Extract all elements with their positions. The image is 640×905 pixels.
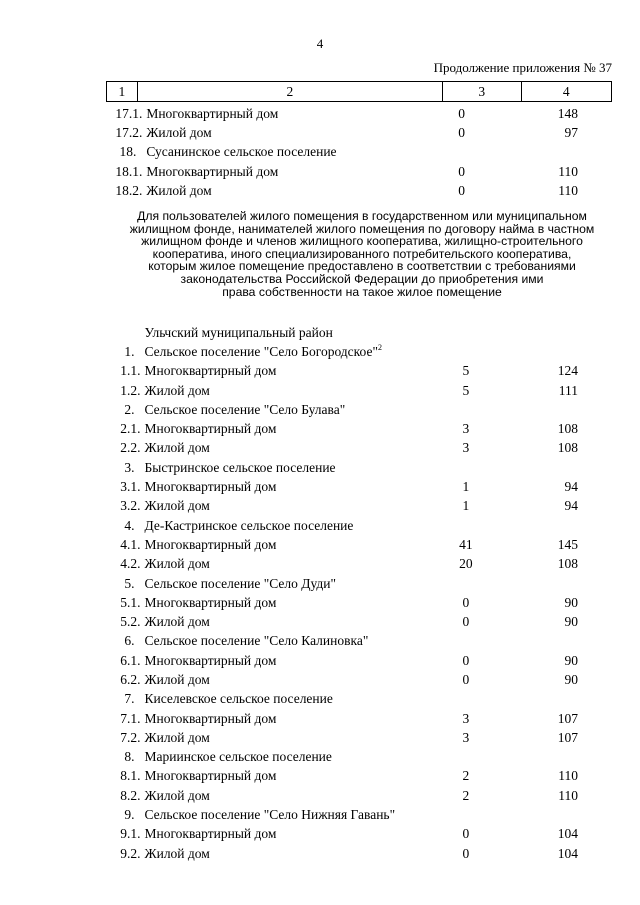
row-value-1: 0 — [462, 845, 470, 861]
section-row — [106, 690, 612, 709]
row-name: Жилой дом — [144, 729, 210, 745]
row-number: 2.1. — [120, 421, 141, 437]
row-value-2 — [494, 574, 612, 593]
row-value-1: 1 — [462, 479, 470, 495]
row-value-2: 90 — [564, 671, 578, 687]
row-value-2: 108 — [557, 556, 578, 572]
table-row — [106, 123, 612, 142]
row-value-1 — [438, 458, 494, 477]
row-name: Многоквартирный дом — [144, 421, 277, 437]
paragraph-line: законодательства Российской Федерации до приобретения ими — [180, 271, 544, 286]
row-number: 3.2. — [120, 498, 141, 514]
row-number: 1. — [124, 343, 135, 359]
row-value-2: 94 — [564, 479, 578, 495]
row-value-1 — [438, 400, 494, 419]
row-name: Сельское поселение "Село Калиновка" — [144, 633, 369, 649]
row-number: 5.2. — [120, 614, 141, 630]
row-number: 2.2. — [120, 440, 141, 456]
paragraph-line: жилищном фонде и членов жилищного кооператива, жилищно-строительного — [141, 234, 583, 249]
category-paragraph — [112, 210, 612, 298]
header-col-2: 2 — [137, 82, 442, 102]
row-name: Жилой дом — [144, 440, 210, 456]
row-value-1: 0 — [458, 124, 465, 140]
row-value-2: 145 — [557, 536, 578, 552]
row-value-2: 110 — [558, 163, 578, 179]
section-row — [106, 516, 612, 535]
row-value-2 — [494, 342, 612, 361]
row-value-1: 3 — [462, 729, 470, 745]
row-number: 6.1. — [120, 652, 141, 668]
row-value-1: 2 — [462, 768, 470, 784]
table-row — [106, 593, 612, 612]
row-number: 18.1. — [115, 163, 143, 179]
row-name: Жилой дом — [146, 182, 212, 198]
row-value-2 — [490, 143, 612, 162]
row-value-1 — [438, 342, 494, 361]
row-name: Сельское поселение "Село Нижняя Гавань" — [144, 807, 396, 823]
row-number: 8.2. — [120, 787, 141, 803]
row-name: Киселевское сельское поселение — [144, 691, 333, 707]
row-value-2: 94 — [564, 498, 578, 514]
row-value-2: 107 — [557, 710, 578, 726]
row-name: Сельское поселение "Село Богородское"$^2$ — [144, 342, 382, 359]
row-number: 3. — [124, 459, 135, 475]
row-name: Сусанинское сельское поселение — [146, 144, 337, 160]
row-value-1 — [433, 143, 490, 162]
row-value-2: 97 — [564, 124, 578, 140]
row-value-1 — [438, 632, 494, 651]
table-row — [106, 728, 612, 747]
row-value-1: 20 — [459, 556, 473, 572]
district-spacer — [106, 323, 145, 342]
row-value-2: 108 — [557, 421, 578, 437]
row-name: Жилой дом — [144, 556, 210, 572]
row-value-2: 124 — [557, 363, 578, 379]
row-number: 8. — [124, 749, 135, 765]
table-row — [106, 844, 612, 863]
row-value-2: 110 — [558, 768, 578, 784]
row-value-1: 0 — [458, 182, 465, 198]
table-row — [106, 555, 612, 574]
row-name: Жилой дом — [146, 124, 212, 140]
section-row — [106, 632, 612, 651]
row-name: Жилой дом — [144, 671, 210, 687]
footnote-mark: 2 — [377, 342, 382, 352]
row-number: 4.1. — [120, 536, 141, 552]
row-name: Жилой дом — [144, 382, 210, 398]
header-col-1: 1 — [107, 82, 138, 102]
row-value-1: 3 — [462, 440, 470, 456]
row-name: Сельское поселение "Село Дуди" — [144, 575, 336, 591]
row-value-2: 104 — [557, 845, 578, 861]
table-row — [106, 825, 612, 844]
row-value-1: 0 — [462, 652, 470, 668]
row-name: Сельское поселение "Село Булава" — [144, 401, 346, 417]
row-value-1: 0 — [462, 671, 470, 687]
row-number: 17.1. — [115, 105, 143, 121]
table-row — [106, 767, 612, 786]
section-row — [106, 574, 612, 593]
row-value-1: 2 — [462, 787, 470, 803]
table-row — [106, 181, 612, 200]
row-name: Жилой дом — [144, 498, 210, 514]
row-value-1: 5 — [462, 382, 470, 398]
table-row — [106, 497, 612, 516]
row-name: Многоквартирный дом — [146, 163, 279, 179]
row-name: Жилой дом — [144, 845, 210, 861]
table-row — [106, 381, 612, 400]
row-name: Многоквартирный дом — [144, 826, 277, 842]
row-number: 4. — [124, 517, 135, 533]
table-row — [106, 419, 612, 438]
row-value-1: 1 — [462, 498, 470, 514]
row-value-1 — [438, 516, 494, 535]
row-value-2 — [494, 748, 612, 767]
row-value-2: 110 — [558, 787, 578, 803]
row-number: 2. — [124, 401, 135, 417]
row-value-2: 111 — [558, 382, 578, 398]
row-value-2: 110 — [558, 182, 578, 198]
table-row — [106, 477, 612, 496]
district-name: Ульчский муниципальный район — [144, 324, 333, 340]
table-row — [106, 535, 612, 554]
row-name: Многоквартирный дом — [144, 536, 277, 552]
row-name: Многоквартирный дом — [144, 479, 277, 495]
section-row — [106, 748, 612, 767]
row-value-2 — [494, 805, 612, 824]
header-col-3: 3 — [442, 82, 521, 102]
row-value-1 — [438, 690, 494, 709]
row-value-2 — [494, 516, 612, 535]
table-row — [106, 362, 612, 381]
tariff-table-bottom — [106, 323, 612, 863]
appendix-continuation-note: Продолжение приложения № 37 — [433, 60, 612, 75]
row-number: 1.1. — [120, 363, 141, 379]
row-value-1: 0 — [462, 594, 470, 610]
row-name: Многоквартирный дом — [144, 363, 277, 379]
row-value-1: 5 — [462, 363, 470, 379]
row-name: Многоквартирный дом — [144, 710, 277, 726]
row-value-2: 108 — [557, 440, 578, 456]
row-name: Многоквартирный дом — [144, 768, 277, 784]
paragraph-line: кооператива, иного специализированного потребительского кооператива, — [152, 246, 572, 261]
row-value-1 — [438, 748, 494, 767]
table-row — [106, 651, 612, 670]
paragraph-line: права собственности на такое жилое помещение — [222, 284, 502, 299]
table-header — [106, 81, 612, 102]
row-value-1 — [438, 574, 494, 593]
row-number: 8.1. — [120, 768, 141, 784]
row-value-2 — [494, 458, 612, 477]
row-value-1: 3 — [462, 710, 470, 726]
row-value-1: 41 — [459, 536, 473, 552]
row-name: Жилой дом — [144, 614, 210, 630]
header-col-4: 4 — [521, 82, 612, 102]
section-row — [106, 805, 612, 824]
row-value-2: 90 — [564, 652, 578, 668]
row-value-1 — [438, 805, 494, 824]
row-number: 1.2. — [120, 382, 141, 398]
section-row — [106, 458, 612, 477]
row-name: Мариинское сельское поселение — [144, 749, 332, 765]
section-row — [106, 143, 612, 162]
row-value-2: 107 — [557, 729, 578, 745]
table-row — [106, 670, 612, 689]
row-number: 6.2. — [120, 671, 141, 687]
table-row — [106, 786, 612, 805]
row-number: 3.1. — [120, 479, 141, 495]
table-row — [106, 162, 612, 181]
row-number: 9.2. — [120, 845, 141, 861]
row-number: 9.1. — [120, 826, 141, 842]
row-number: 9. — [124, 807, 135, 823]
row-number: 18.2. — [115, 182, 143, 198]
row-value-2 — [494, 400, 612, 419]
district-row — [106, 323, 612, 342]
row-name: Многоквартирный дом — [146, 105, 279, 121]
row-value-1: 0 — [458, 105, 465, 121]
row-value-2 — [494, 690, 612, 709]
paragraph-line: Для пользователей жилого помещения в государственном или муниципальном — [137, 209, 587, 223]
row-number: 6. — [124, 633, 135, 649]
row-name: Быстринское сельское поселение — [144, 459, 336, 475]
row-number: 5.1. — [120, 594, 141, 610]
row-value-2: 90 — [564, 614, 578, 630]
row-value-1: 0 — [458, 163, 465, 179]
row-value-2: 148 — [557, 105, 578, 121]
tariff-table-top — [106, 104, 612, 200]
row-name: Многоквартирный дом — [144, 594, 277, 610]
paragraph-line: которым жилое помещение предоставлено в соответствии с требованиями — [148, 259, 576, 274]
row-value-2 — [494, 632, 612, 651]
row-value-2: 104 — [557, 826, 578, 842]
row-value-2: 90 — [564, 594, 578, 610]
row-value-1: 0 — [462, 826, 470, 842]
row-name: Жилой дом — [144, 787, 210, 803]
section-row — [106, 400, 612, 419]
table-row — [106, 612, 612, 631]
table-row — [106, 439, 612, 458]
row-number: 7.1. — [120, 710, 141, 726]
table-row — [106, 709, 612, 728]
paragraph-line: жилищном фонде, нанимателей жилого помещения по договору найма в частном — [129, 221, 595, 236]
row-number: 7.2. — [120, 729, 141, 745]
row-name: Де-Кастринское сельское поселение — [144, 517, 354, 533]
row-number: 5. — [124, 575, 135, 591]
row-number: 4.2. — [120, 556, 141, 572]
row-number: 17.2. — [115, 124, 143, 140]
section-row — [106, 342, 612, 361]
row-value-1: 0 — [462, 614, 470, 630]
row-number: 18. — [119, 144, 137, 160]
page-number: 4 — [316, 36, 324, 51]
row-name: Многоквартирный дом — [144, 652, 277, 668]
row-number: 7. — [124, 691, 135, 707]
row-value-1: 3 — [462, 421, 470, 437]
table-row — [106, 104, 612, 123]
